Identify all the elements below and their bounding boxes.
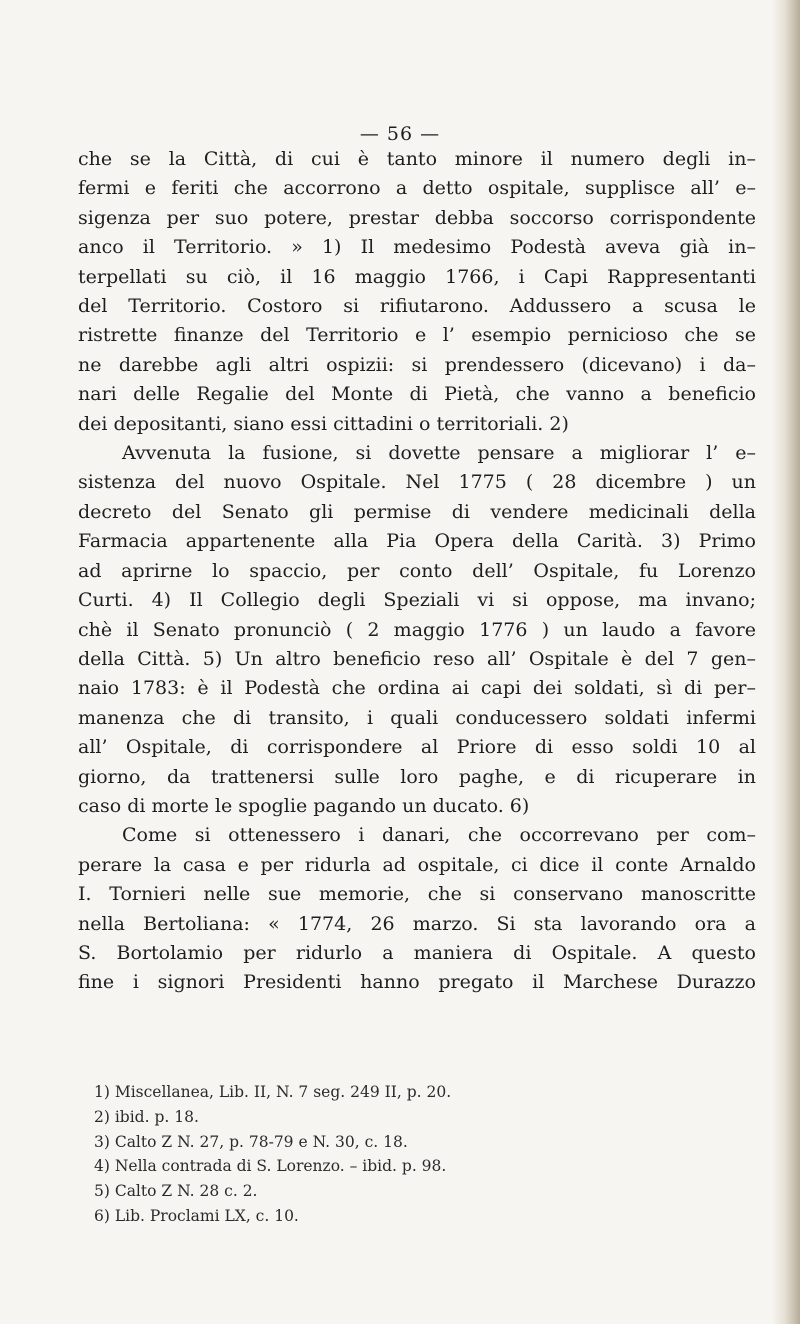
text-line: giorno, da trattenersi sulle loro paghe, e di ricuperare in	[78, 765, 756, 788]
footnote: 6) Lib. Proclami LX, c. 10.	[94, 1206, 299, 1225]
body-text	[78, 145, 756, 998]
text-line: Curti. 4) Il Collegio degli Speziali vi si oppose, ma invano;	[78, 589, 756, 612]
text-line: ne darebbe agli altri ospizii: si prendessero (dicevano) i da–	[78, 353, 756, 376]
text-line: fermi e feriti che accorrono a detto ospitale, supplisce all’ e–	[78, 177, 756, 200]
text-line: dei depositanti, siano essi cittadini o territoriali. 2)	[78, 412, 569, 435]
footnotes	[94, 1080, 714, 1229]
text-line: fine i signori Presidenti hanno pregato il Marchese Durazzo	[78, 971, 756, 994]
text-line: Avvenuta la fusione, si dovette pensare a migliorar l’ e–	[122, 442, 756, 465]
text-line: all’ Ospitale, di corrispondere al Priore di esso soldi 10 al	[78, 736, 756, 759]
text-line: ristrette finanze del Territorio e l’ esempio pernicioso che se	[78, 324, 756, 347]
text-line: del Territorio. Costoro si rifiutarono. Addussero a scusa le	[78, 295, 756, 318]
footnote: 1) Miscellanea, Lib. II, N. 7 seg. 249 II, p. 20.	[94, 1083, 452, 1101]
footnote: 5) Calto Z N. 28 c. 2.	[94, 1182, 258, 1201]
text-line: nari delle Regalie del Monte di Pietà, che vanno a beneficio	[78, 383, 756, 406]
text-line: decreto del Senato gli permise di vendere medicinali della	[78, 500, 756, 523]
text-line: naio 1783: è il Podestà che ordina ai capi dei soldati, sì di per–	[78, 677, 756, 700]
text-line: anco il Territorio. » 1) Il medesimo Podestà aveva già in–	[78, 236, 756, 259]
text-line: S. Bortolamio per ridurlo a maniera di Ospitale. A questo	[78, 941, 756, 964]
footnote: 3) Calto Z N. 27, p. 78-79 e N. 30, c. 18.	[94, 1132, 408, 1151]
text-line: Come si ottenessero i danari, che occorrevano per com–	[122, 824, 756, 847]
text-line: sistenza del nuovo Ospitale. Nel 1775 ( 28 dicembre ) un	[78, 471, 756, 494]
page-edge-shadow	[772, 0, 800, 1324]
text-line: terpellati su ciò, il 16 maggio 1766, i Capi Rappresentanti	[78, 265, 756, 288]
text-line: I. Tornieri nelle sue memorie, che si conservano manoscritte	[78, 883, 756, 906]
text-line: manenza che di transito, i quali conducessero soldati infermi	[78, 706, 756, 729]
text-line: che se la Città, di cui è tanto minore il numero degli in–	[78, 148, 756, 170]
footnote: 4) Nella contrada di S. Lorenzo. – ibid. p. 98.	[94, 1157, 447, 1176]
text-line: ad aprirne lo spaccio, per conto dell’ Ospitale, fu Lorenzo	[78, 559, 756, 582]
text-line: della Città. 5) Un altro beneficio reso all’ Ospitale è del 7 gen–	[78, 647, 756, 670]
text-line: Farmacia appartenente alla Pia Opera della Carità. 3) Primo	[78, 530, 756, 553]
footnote: 2) ibid. p. 18.	[94, 1107, 199, 1126]
text-line: sigenza per suo potere, prestar debba soccorso corrispondente	[78, 206, 756, 229]
text-line: perare la casa e per ridurla ad ospitale, ci dice il conte Arnaldo	[78, 853, 756, 876]
text-line: nella Bertoliana: « 1774, 26 marzo. Si sta lavorando ora a	[78, 912, 756, 935]
text-line: caso di morte le spoglie pagando un ducato. 6)	[78, 794, 530, 817]
page-number: — 56 —	[359, 123, 441, 145]
text-line: chè il Senato pronunciò ( 2 maggio 1776 ) un laudo a favore	[78, 618, 756, 641]
